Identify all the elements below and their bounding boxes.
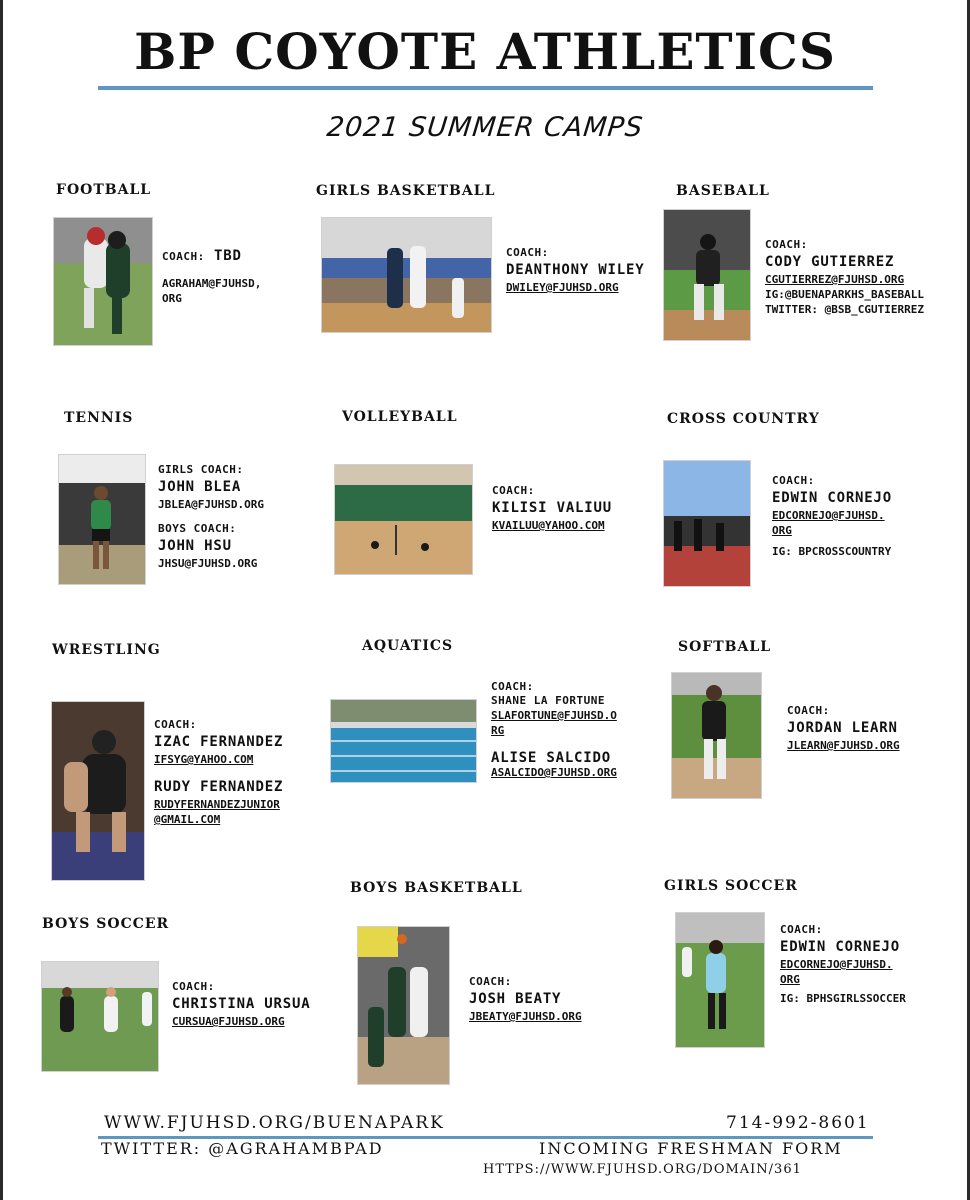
coach-label: COACH: (154, 718, 197, 731)
cross-country-info (772, 474, 892, 559)
sport-heading-baseball: BASEBALL (676, 183, 770, 199)
email-link-cont[interactable]: RG (491, 724, 505, 737)
coach-label: COACH: (780, 923, 823, 936)
coach-label: COACH: (162, 250, 205, 263)
boys-coach-email[interactable]: JHSU@FJUHSD.ORG (158, 557, 258, 570)
volleyball-photo (334, 464, 473, 575)
title-divider (98, 86, 873, 90)
boys-basketball-info (469, 975, 582, 1024)
coach-label: COACH: (172, 980, 215, 993)
email-link[interactable]: EDCORNEJO@FJUHSD. (772, 509, 885, 522)
coach-name: CHRISTINA URSUA (172, 996, 311, 1012)
email-link[interactable]: CGUTIERREZ@FJUHSD.ORG (765, 273, 905, 286)
coach-label: COACH: (491, 680, 534, 693)
email-link-cont[interactable]: ORG (780, 973, 800, 986)
coach-name: JORDAN LEARN (787, 720, 898, 736)
coach-name: JOSH BEATY (469, 991, 562, 1007)
email-link[interactable]: AGRAHAM@FJUHSD, (162, 277, 262, 290)
sport-heading-boys-soccer: BOYS SOCCER (42, 916, 170, 932)
coach-label: COACH: (506, 246, 549, 259)
girls-basketball-photo (321, 217, 492, 333)
sport-heading-cross-country: CROSS COUNTRY (667, 411, 820, 427)
email-link[interactable]: JBEATY@FJUHSD.ORG (469, 1010, 582, 1023)
email-link[interactable]: KVAILUU@YAHOO.COM (492, 519, 605, 532)
cross-country-photo (663, 460, 751, 587)
volleyball-info (492, 484, 612, 533)
email-link-cont[interactable]: ORG (772, 524, 792, 537)
page-subtitle: 2021 SUMMER CAMPS (325, 112, 645, 143)
wrestling-info (154, 718, 283, 827)
coach-name-2: RUDY FERNANDEZ (154, 779, 284, 795)
sport-heading-wrestling: WRESTLING (52, 642, 161, 658)
coach-label: COACH: (469, 975, 512, 988)
sport-heading-volleyball: VOLLEYBALL (342, 409, 458, 425)
instagram-handle: IG: BPCROSSCOUNTRY (772, 545, 892, 558)
coach-label: COACH: (765, 238, 808, 251)
football-info (162, 246, 261, 306)
boys-coach-label: BOYS COACH: (158, 522, 237, 535)
coach-label: COACH: (772, 474, 815, 487)
sport-heading-softball: SOFTBALL (678, 639, 772, 655)
instagram-handle: IG:@BUENAPARKHS_BASEBALL (765, 288, 924, 301)
email-link[interactable]: JLEARN@FJUHSD.ORG (787, 739, 900, 752)
sport-heading-football: FOOTBALL (56, 182, 152, 198)
coach-label: COACH: (492, 484, 535, 497)
sport-heading-boys-basketball: BOYS BASKETBALL (350, 880, 523, 896)
girls-soccer-info (780, 923, 906, 1006)
girls-coach-name: JOHN BLEA (158, 479, 242, 495)
footer-twitter: TWITTER: @AGRAHAMBPAD (101, 1139, 384, 1158)
coach-name: KILISI VALIUU (492, 500, 612, 516)
coach-name: IZAC FERNANDEZ (154, 734, 284, 750)
coach-name: DEANTHONY WILEY (506, 262, 645, 278)
tennis-info (158, 463, 264, 571)
footer-phone: 714-992-8601 (726, 1113, 870, 1133)
email-link-2-cont[interactable]: @GMAIL.COM (154, 813, 221, 826)
baseball-photo (663, 209, 751, 341)
girls-soccer-photo (675, 912, 765, 1048)
girls-coach-label: GIRLS COACH: (158, 463, 244, 476)
boys-soccer-photo (41, 961, 159, 1072)
softball-photo (671, 672, 762, 799)
footer-freshman-form-label: INCOMING FRESHMAN FORM (539, 1139, 843, 1158)
football-photo (53, 217, 153, 346)
tennis-photo (58, 454, 146, 585)
boys-basketball-photo (357, 926, 450, 1085)
wrestling-photo (51, 701, 145, 881)
sport-heading-aquatics: AQUATICS (362, 638, 454, 654)
email-link[interactable]: EDCORNEJO@FJUHSD. (780, 958, 893, 971)
footer-freshman-form-link[interactable]: HTTPS://WWW.FJUHSD.ORG/DOMAIN/361 (483, 1162, 802, 1177)
aquatics-photo (330, 699, 477, 783)
sport-heading-girls-basketball: GIRLS BASKETBALL (316, 183, 496, 199)
girls-basketball-info (506, 246, 644, 295)
twitter-handle: TWITTER: @BSB_CGUTIERREZ (765, 303, 924, 316)
coach-name: SHANE LA FORTUNE (491, 694, 605, 707)
boys-coach-name: JOHN HSU (158, 538, 232, 554)
coach-label: COACH: (787, 704, 830, 717)
sport-heading-girls-soccer: GIRLS SOCCER (664, 878, 798, 894)
boys-soccer-info (172, 980, 310, 1029)
coach-name: EDWIN CORNEJO (772, 490, 892, 506)
coach-name-2: ALISE SALCIDO (491, 750, 611, 766)
page-edge-left (0, 0, 3, 1200)
girls-coach-email[interactable]: JBLEA@FJUHSD.ORG (158, 498, 264, 511)
email-link[interactable]: IFSYG@YAHOO.COM (154, 753, 254, 766)
instagram-handle: IG: BPHSGIRLSSOCCER (780, 992, 906, 1005)
baseball-info (765, 238, 924, 317)
aquatics-info (491, 680, 617, 778)
coach-name: EDWIN CORNEJO (780, 939, 900, 955)
coach-name: TBD (213, 248, 242, 264)
email-link-cont[interactable]: ORG (162, 292, 182, 305)
page-title: BP COYOTE ATHLETICS (134, 22, 836, 81)
sport-heading-tennis: TENNIS (64, 410, 134, 426)
email-link-2[interactable]: RUDYFERNANDEZJUNIOR (154, 798, 280, 811)
email-link-2[interactable]: ASALCIDO@FJUHSD.ORG (491, 766, 617, 779)
email-link[interactable]: SLAFORTUNE@FJUHSD.O (491, 709, 617, 722)
footer-website[interactable]: WWW.FJUHSD.ORG/BUENAPARK (104, 1113, 445, 1133)
email-link[interactable]: DWILEY@FJUHSD.ORG (506, 281, 619, 294)
coach-name: CODY GUTIERREZ (765, 254, 895, 270)
email-link[interactable]: CURSUA@FJUHSD.ORG (172, 1015, 285, 1028)
softball-info (787, 704, 900, 753)
